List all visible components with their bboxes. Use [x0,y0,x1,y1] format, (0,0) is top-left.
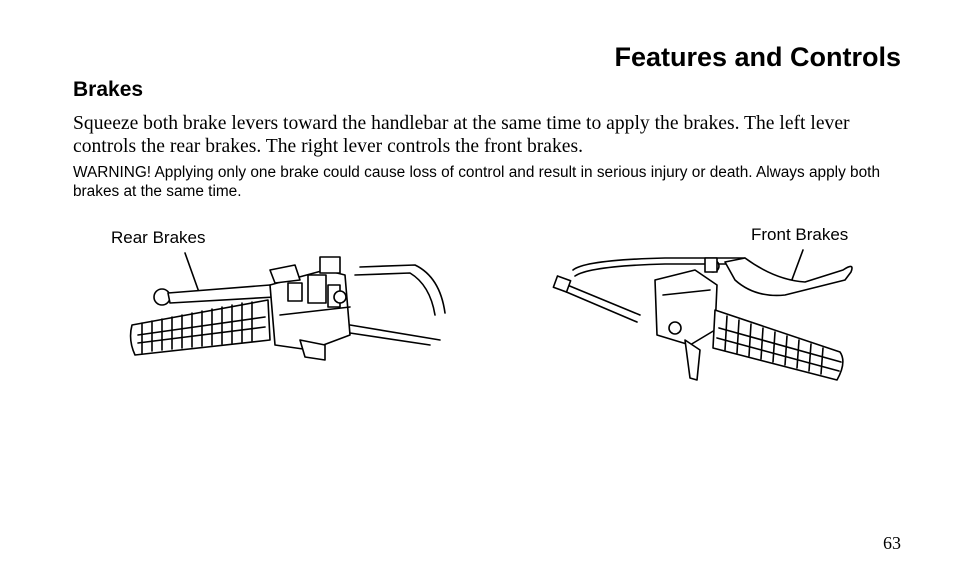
left-grip [131,300,270,355]
left-handlebar-brake-lever-illustration [110,245,485,390]
right-grip [713,310,843,380]
left-switch-housing [270,257,440,360]
section-title: Brakes [73,78,144,101]
rear-brakes-label: Rear Brakes [111,228,206,247]
front-brakes-label: Front Brakes [751,225,849,244]
page-header-title: Features and Controls [614,42,901,72]
right-handlebar-brake-lever-illustration [545,240,865,390]
brake-master-cylinder [655,270,717,380]
page-number: 63 [883,533,901,553]
rear-brakes-leader-line [185,253,200,295]
warning-text: WARNING! Applying only one brake could cause loss of control and result in serious injury or death. Always apply both brakes at the same time. [73,164,881,200]
front-brake-lever [705,258,852,295]
body-paragraph: Squeeze both brake levers toward the handlebar at the same time to apply the brakes. The left lever controls the rear brakes. The right lever controls the front brakes. [73,113,850,157]
